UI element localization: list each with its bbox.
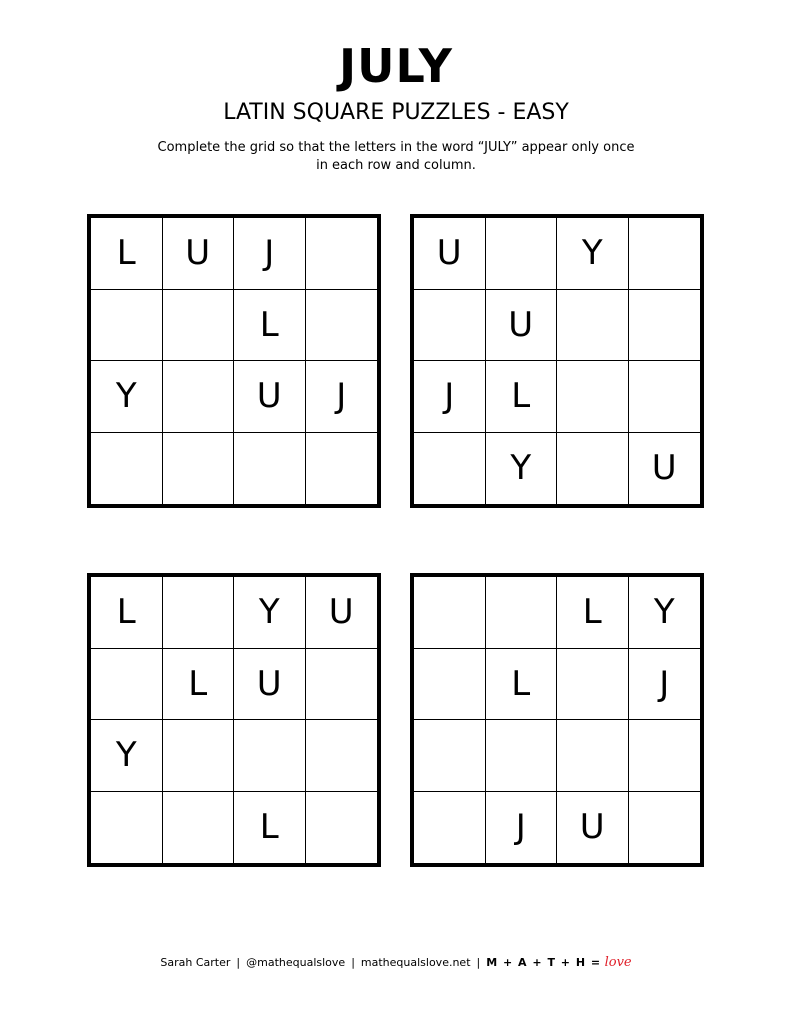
puzzle-cell bbox=[557, 290, 629, 362]
puzzle-cell bbox=[414, 649, 486, 721]
puzzle-cell: L bbox=[234, 290, 306, 362]
footer bbox=[0, 955, 792, 971]
puzzle-cell: Y bbox=[629, 577, 701, 649]
puzzle-cell: L bbox=[163, 649, 235, 721]
puzzle-cell bbox=[163, 720, 235, 792]
puzzle-cell: L bbox=[557, 577, 629, 649]
puzzle-cell bbox=[306, 218, 378, 290]
puzzle-cell bbox=[306, 433, 378, 505]
puzzle-cell bbox=[163, 577, 235, 649]
footer-separator: | bbox=[476, 956, 481, 969]
puzzle-cell bbox=[91, 433, 163, 505]
puzzle-cell bbox=[629, 218, 701, 290]
footer-brand: M + A + T + H = bbox=[486, 956, 602, 969]
puzzle-cell bbox=[557, 361, 629, 433]
puzzle-cell: Y bbox=[486, 433, 558, 505]
puzzle-cell: U bbox=[306, 577, 378, 649]
puzzle-cell bbox=[163, 792, 235, 864]
page-title: JULY bbox=[339, 39, 453, 93]
footer-author: Sarah Carter bbox=[160, 956, 231, 969]
instructions-line-1: Complete the grid so that the letters in the word “JULY” appear only once bbox=[157, 140, 635, 155]
puzzle-cell: L bbox=[486, 361, 558, 433]
puzzle-grid-3 bbox=[87, 573, 381, 867]
instructions-line-2: in each row and column. bbox=[316, 158, 476, 173]
puzzle-grid-4 bbox=[410, 573, 704, 867]
puzzle-cell: U bbox=[234, 361, 306, 433]
puzzle-cell bbox=[414, 720, 486, 792]
page-subtitle: LATIN SQUARE PUZZLES - EASY bbox=[223, 100, 569, 125]
puzzle-cell: U bbox=[163, 218, 235, 290]
puzzle-cell: U bbox=[486, 290, 558, 362]
puzzle-cell: U bbox=[651, 448, 677, 489]
puzzle-cell bbox=[629, 792, 701, 864]
footer-website: mathequalslove.net bbox=[360, 956, 471, 969]
puzzle-cell bbox=[91, 792, 163, 864]
puzzle-grid-2 bbox=[410, 214, 704, 508]
puzzle-cell: L bbox=[91, 218, 163, 290]
puzzle-cell bbox=[414, 290, 486, 362]
puzzle-cell bbox=[486, 720, 558, 792]
footer-separator: | bbox=[236, 956, 241, 969]
puzzle-cell bbox=[557, 720, 629, 792]
puzzle-cell bbox=[629, 290, 701, 362]
puzzle-cell bbox=[414, 433, 486, 505]
puzzle-cell: L bbox=[486, 649, 558, 721]
puzzle-cell: Y bbox=[557, 218, 629, 290]
puzzle-cell bbox=[486, 577, 558, 649]
puzzle-cell bbox=[306, 290, 378, 362]
puzzle-cell: Y bbox=[91, 361, 163, 433]
puzzle-cell bbox=[629, 720, 701, 792]
puzzle-cell: J bbox=[414, 361, 486, 433]
puzzle-cell bbox=[91, 649, 163, 721]
puzzle-cell: J bbox=[306, 361, 378, 433]
puzzle-cell bbox=[163, 433, 235, 505]
puzzle-cell bbox=[163, 361, 235, 433]
puzzle-cell bbox=[557, 649, 629, 721]
puzzle-cell: J bbox=[629, 649, 701, 721]
puzzle-cell: L bbox=[234, 792, 306, 864]
puzzle-cell: L bbox=[91, 577, 163, 649]
footer-separator: | bbox=[351, 956, 355, 969]
puzzle-cell bbox=[91, 290, 163, 362]
puzzle-cell bbox=[234, 720, 306, 792]
puzzle-cell: U bbox=[557, 792, 629, 864]
puzzle-cell: Y bbox=[91, 720, 163, 792]
puzzle-cell: U bbox=[414, 218, 486, 290]
puzzle-cell: U bbox=[234, 649, 306, 721]
puzzle-cell bbox=[414, 577, 486, 649]
puzzle-grid-1 bbox=[87, 214, 381, 508]
puzzle-cell bbox=[486, 218, 558, 290]
instructions bbox=[96, 139, 696, 175]
puzzle-cell: Y bbox=[234, 577, 306, 649]
puzzle-cell bbox=[163, 290, 235, 362]
footer-handle: @mathequalslove bbox=[246, 956, 346, 969]
puzzle-cell bbox=[557, 433, 629, 505]
puzzle-cell: J bbox=[234, 218, 306, 290]
puzzle-cell bbox=[629, 361, 701, 433]
puzzle-cell bbox=[306, 720, 378, 792]
puzzle-cell bbox=[306, 792, 378, 864]
puzzle-cell: J bbox=[486, 792, 558, 864]
footer-love-logo: love bbox=[604, 955, 632, 970]
puzzle-cell bbox=[234, 433, 306, 505]
puzzle-cell bbox=[414, 792, 486, 864]
puzzle-cell bbox=[306, 649, 378, 721]
